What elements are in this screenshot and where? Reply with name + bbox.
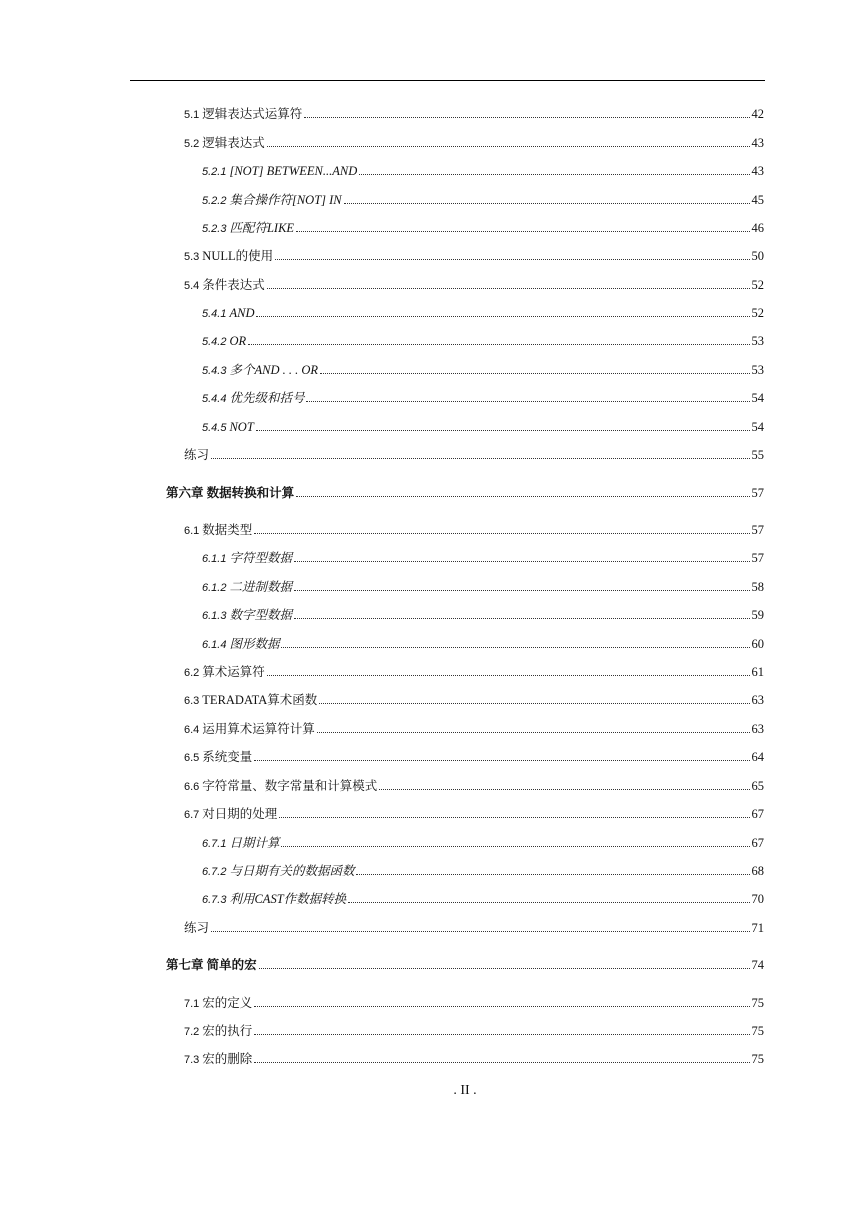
toc-entry[interactable] [202,333,764,350]
toc-entry-number: 5.4.2 [202,336,227,348]
toc-leader-dots [275,258,749,260]
toc-entry-number: 5.4.1 [202,308,227,320]
toc-entry-number: 6.1.4 [202,639,227,651]
toc-entry[interactable] [202,390,764,407]
toc-entry[interactable] [202,579,764,596]
toc-entry[interactable] [184,995,764,1012]
toc-leader-dots [319,702,749,704]
toc-leader-dots [304,116,749,118]
toc-entry[interactable] [202,362,764,379]
toc-entry[interactable] [202,419,764,436]
toc-entry-number: 5.2.1 [202,166,227,178]
toc-entry-page: 68 [751,864,764,878]
toc-leader-dots [211,457,749,459]
toc-entry[interactable] [202,835,764,852]
toc-entry[interactable] [184,1051,764,1068]
toc-entry-number: 7.2 [184,1026,200,1038]
toc-entry-page: 50 [751,249,764,263]
toc-entry-page: 63 [751,693,764,707]
toc-entry-page: 67 [751,807,764,821]
toc-entry[interactable] [184,1023,764,1040]
toc-leader-dots [254,759,749,761]
toc-leader-dots [296,495,749,497]
toc-entry[interactable] [202,220,764,237]
toc-entry-number: 6.1.3 [202,610,227,622]
toc-entry-page: 75 [751,996,764,1010]
toc-entry-number: 5.1 [184,109,200,121]
toc-entry-page: 45 [751,193,764,207]
toc-chapter-entry[interactable] [166,957,764,973]
toc-leader-dots [267,674,750,676]
toc-entry-title: 与日期有关的数据函数 [229,864,355,878]
toc-leader-dots [379,788,749,790]
toc-leader-dots [248,343,749,345]
toc-entry[interactable] [184,721,764,738]
toc-entry-number: 7.3 [184,1054,200,1066]
toc-entry-page: 54 [751,420,764,434]
toc-leader-dots [320,372,749,374]
toc-entry-number: 6.1 [184,525,200,537]
toc-entry-title: 匹配符LIKE [229,221,295,235]
toc-entry-number: 6.7.1 [202,838,227,850]
toc-entry-title: 宏的执行 [202,1024,253,1038]
toc-entry-page: 46 [751,221,764,235]
toc-entry-title: 数据类型 [202,523,253,537]
toc-entry-page: 57 [751,486,764,500]
toc-entry-number: 6.2 [184,667,200,679]
toc-leader-dots [254,1005,749,1007]
toc-leader-dots [259,967,750,969]
toc-entry-title: 逻辑表达式运算符 [202,107,303,121]
toc-leader-dots [294,560,750,562]
toc-entry[interactable] [184,778,764,795]
toc-entry-page: 65 [751,779,764,793]
toc-leader-dots [256,429,750,431]
toc-entry-number: 6.4 [184,724,200,736]
toc-leader-dots [348,901,749,903]
toc-entry-number: 5.2 [184,138,200,150]
toc-entry-number: 6.7.3 [202,894,227,906]
toc-leader-dots [281,845,749,847]
toc-entry-page: 42 [751,107,764,121]
toc-entry-title: 条件表达式 [202,278,265,292]
toc-leader-dots [254,532,749,534]
toc-entry-page: 57 [751,551,764,565]
toc-entry[interactable] [184,664,764,681]
toc-entry[interactable] [184,749,764,766]
toc-entry-title: 宏的定义 [202,996,253,1010]
toc-entry-page: 58 [751,580,764,594]
toc-entry-page: 63 [751,722,764,736]
toc-entry-title: 对日期的处理 [202,807,278,821]
toc-entry-number: 6.7 [184,809,200,821]
toc-entry-title: 日期计算 [229,836,280,850]
toc-entry-number: 5.4.3 [202,365,227,377]
toc-entry-page: 55 [751,448,764,462]
toc-entry[interactable] [202,863,764,880]
toc-entry-title: 集合操作符[NOT] IN [229,193,342,207]
toc-entry-page: 71 [751,921,764,935]
toc-entry-page: 43 [751,136,764,150]
toc-leader-dots [359,173,749,175]
toc-entry-page: 74 [751,958,764,972]
toc-leader-dots [256,315,749,317]
toc-entry-number: 5.4 [184,280,200,292]
toc-leader-dots [356,873,749,875]
toc-leader-dots [267,145,750,147]
toc-entry-title: 字符型数据 [229,551,292,565]
toc-leader-dots [344,202,750,204]
toc-entry-title: 利用CAST作数据转换 [229,892,347,906]
toc-entry-number: 6.3 [184,695,200,707]
toc-entry-title: [NOT] BETWEEN...AND [229,164,358,178]
toc-entry[interactable] [202,192,764,209]
toc-leader-dots [211,930,749,932]
toc-entry-title: 数字型数据 [229,608,292,622]
toc-entry-title: NULL的使用 [202,249,274,263]
toc-entry-title: 多个AND . . . OR [229,363,319,377]
toc-entry[interactable] [184,248,764,265]
toc-leader-dots [294,589,750,591]
toc-leader-dots [294,617,750,619]
toc-entry-page: 53 [751,334,764,348]
toc-entry-number: 7.1 [184,998,200,1010]
toc-entry-title: 字符常量、数字常量和计算模式 [202,779,378,793]
toc-entry-page: 70 [751,892,764,906]
toc-entry-page: 52 [751,306,764,320]
toc-entry[interactable] [184,806,764,823]
toc-entry-page: 75 [751,1024,764,1038]
toc-entry-page: 59 [751,608,764,622]
toc-entry-title: NOT [229,420,254,434]
toc-entry-title: 练习 [184,921,210,935]
toc-entry-title: 练习 [184,448,210,462]
toc-entry[interactable] [184,106,764,123]
toc-entry-page: 64 [751,750,764,764]
toc-entry-title: 图形数据 [229,637,280,651]
toc-entry-title: 运用算术运算符计算 [202,722,315,736]
toc-entry-page: 43 [751,164,764,178]
page-number: . II . [453,1083,477,1098]
toc-entry[interactable] [202,550,764,567]
toc-entry-number: 5.4.4 [202,393,227,405]
toc-entry-page: 53 [751,363,764,377]
toc-entry-page: 67 [751,836,764,850]
toc-entry[interactable] [202,891,764,908]
toc-entry-number: 5.3 [184,251,200,263]
toc-entry-page: 60 [751,637,764,651]
toc-leader-dots [317,731,750,733]
toc-entry-number: 6.1.2 [202,582,227,594]
toc-entry-title: 系统变量 [202,750,253,764]
toc-entry-title: AND [229,306,255,320]
toc-entry[interactable] [184,135,764,152]
toc-entry-number: 5.2.3 [202,223,227,235]
toc-leader-dots [254,1061,749,1063]
toc-entry-title: TERADATA算术函数 [202,693,318,707]
toc-entry[interactable] [184,447,764,463]
toc-entry-title: 宏的删除 [202,1052,253,1066]
toc-leader-dots [281,646,749,648]
toc-leader-dots [267,287,750,289]
toc-entry-page: 54 [751,391,764,405]
toc-entry-title: 二进制数据 [229,580,292,594]
toc-entry-title: OR [229,334,247,348]
toc-entry-page: 61 [751,665,764,679]
toc-entry-number: 6.6 [184,781,200,793]
toc-entry-number: 6.7.2 [202,866,227,878]
toc-entry[interactable] [184,522,764,539]
toc-entry[interactable] [184,920,764,936]
toc-entry[interactable] [184,277,764,294]
toc-entry-page: 57 [751,523,764,537]
toc-entry[interactable] [202,163,764,180]
toc-entry[interactable] [184,692,764,709]
toc-entry-number: 5.4.5 [202,422,227,434]
toc-entry-title: 第七章 简单的宏 [166,958,257,972]
toc-entry-title: 算术运算符 [202,665,265,679]
toc-entry-page: 52 [751,278,764,292]
toc-entry[interactable] [202,636,764,653]
toc-entry-title: 第六章 数据转换和计算 [166,486,295,500]
toc-leader-dots [279,816,749,818]
toc-entry-number: 5.2.2 [202,195,227,207]
toc-entry-title: 逻辑表达式 [202,136,265,150]
toc-entry[interactable] [202,305,764,322]
toc-chapter-entry[interactable] [166,485,764,501]
toc-leader-dots [296,230,749,232]
toc-entry-number: 6.5 [184,752,200,764]
toc-entry-title: 优先级和括号 [229,391,305,405]
toc-entry-number: 6.1.1 [202,553,227,565]
toc-leader-dots [306,400,749,402]
toc-entry[interactable] [202,607,764,624]
header-rule [130,80,765,81]
toc-entry-page: 75 [751,1052,764,1066]
toc-leader-dots [254,1033,749,1035]
